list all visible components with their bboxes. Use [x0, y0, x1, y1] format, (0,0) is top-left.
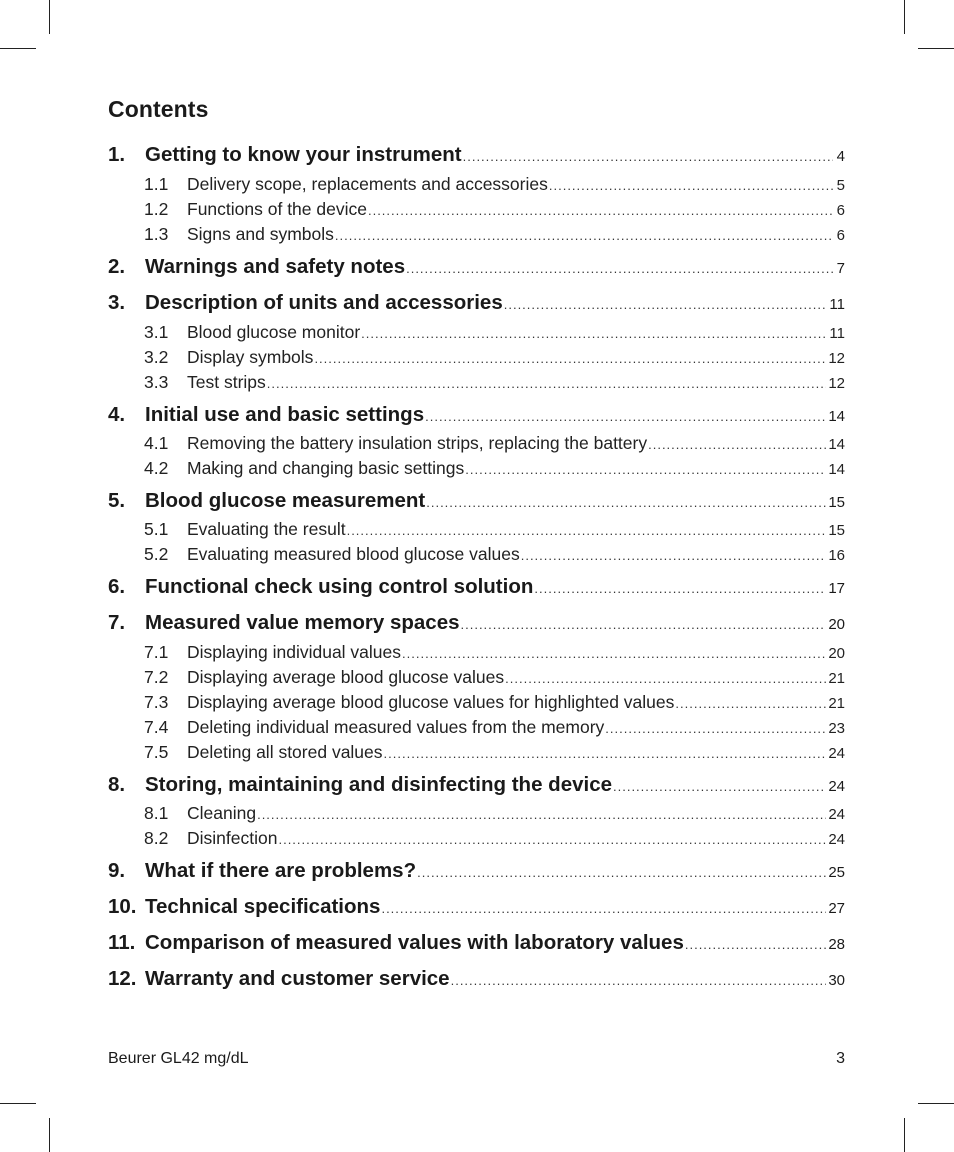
toc-dot-leader [361, 326, 827, 341]
toc-page-number: 11 [829, 296, 845, 313]
toc-label: Initial use and basic settings [145, 403, 425, 426]
toc-label: Displaying average blood glucose values [187, 667, 505, 687]
toc-section [108, 692, 845, 713]
toc-number: 5.2 [144, 544, 169, 564]
toc-number: 11. [108, 931, 136, 954]
toc-label: Description of units and accessories [145, 291, 503, 314]
crop-mark-bottom-left-h [0, 1103, 36, 1104]
toc-dot-leader [425, 409, 826, 424]
toc-dot-leader [675, 696, 826, 711]
toc-section [108, 372, 845, 393]
toc-label: Evaluating measured blood glucose values [187, 544, 520, 564]
toc-label: Warranty and customer service [145, 967, 450, 990]
toc-dot-leader [347, 523, 827, 538]
toc-dot-leader [461, 617, 827, 632]
toc-dot-leader [613, 779, 826, 794]
toc-dot-leader [521, 548, 827, 563]
toc-chapter [108, 611, 845, 635]
toc-chapter [108, 773, 845, 797]
toc-page-number: 15 [828, 494, 845, 511]
toc-page-number: 28 [828, 936, 845, 953]
toc-section [108, 322, 845, 343]
toc-page-number: 21 [828, 695, 845, 712]
toc-number: 3.3 [144, 372, 169, 392]
toc-label: Making and changing basic settings [187, 458, 465, 478]
toc-label: Displaying average blood glucose values for highlighted values [187, 692, 675, 712]
toc-number: 1.2 [144, 199, 169, 219]
toc-dot-leader [381, 901, 826, 916]
toc-number: 5.1 [144, 519, 169, 539]
toc-dot-leader [451, 973, 827, 988]
toc-chapter [108, 575, 845, 599]
toc-dot-leader [465, 462, 826, 477]
toc-dot-leader [384, 746, 827, 761]
toc-page-number: 16 [828, 547, 845, 564]
toc-label: Cleaning [187, 803, 257, 823]
toc-number: 4.2 [144, 458, 169, 478]
toc-page-number: 11 [829, 325, 845, 342]
toc-section [108, 742, 845, 763]
toc-chapter [108, 489, 845, 513]
toc-page-number: 4 [836, 148, 845, 165]
crop-mark-bottom-left [49, 1118, 50, 1152]
toc-page-number: 12 [828, 375, 845, 392]
toc-dot-leader [549, 178, 833, 193]
toc-chapter [108, 291, 845, 315]
toc-page-number: 25 [828, 864, 845, 881]
toc-section [108, 667, 845, 688]
toc-label: Disinfection [187, 828, 278, 848]
toc-number: 3. [108, 291, 126, 314]
toc-page-number: 23 [828, 720, 845, 737]
toc-label: Test strips [187, 372, 266, 392]
toc-number: 12. [108, 967, 137, 990]
toc-number: 8.1 [144, 803, 169, 823]
toc-number: 8. [108, 773, 126, 796]
toc-dot-leader [463, 149, 833, 164]
toc-number: 7. [108, 611, 126, 634]
toc-page-number: 24 [828, 745, 845, 762]
footer-product: Beurer GL42 mg/dL [108, 1050, 249, 1067]
toc-number: 1. [108, 143, 126, 166]
toc-label: Blood glucose measurement [145, 489, 426, 512]
toc-page-number: 12 [828, 350, 845, 367]
toc-dot-leader [505, 671, 826, 686]
footer-page-number: 3 [836, 1050, 845, 1067]
toc-label: What if there are problems? [145, 859, 417, 882]
toc-page-number: 5 [836, 177, 845, 194]
toc-number: 7.5 [144, 742, 169, 762]
toc-dot-leader [335, 228, 833, 243]
toc-page-number: 24 [828, 806, 845, 823]
toc-page-number: 27 [828, 900, 845, 917]
toc-page-number: 14 [828, 436, 845, 453]
toc-page-number: 7 [836, 260, 845, 277]
toc-label: Evaluating the result [187, 519, 346, 539]
toc-chapter [108, 143, 845, 167]
toc-label: Comparison of measured values with laboratory values [145, 931, 684, 954]
toc-dot-leader [406, 261, 833, 276]
toc-dot-leader [368, 203, 833, 218]
toc-label: Blood glucose monitor [187, 322, 361, 342]
toc-chapter [108, 859, 845, 883]
toc-number: 7.4 [144, 717, 169, 737]
toc-label: Measured value memory spaces [145, 611, 460, 634]
toc-number: 1.3 [144, 224, 169, 244]
crop-mark-top-left [49, 0, 50, 34]
toc-page-number: 20 [828, 645, 845, 662]
toc-dot-leader [314, 351, 826, 366]
toc-label: Storing, maintaining and disinfecting the device [145, 773, 612, 796]
toc-page-number: 30 [828, 972, 845, 989]
toc-section [108, 458, 845, 479]
toc-label: Displaying individual values [187, 642, 402, 662]
toc-dot-leader [648, 437, 826, 452]
toc-page-number: 20 [828, 616, 845, 633]
toc-page-number: 24 [828, 778, 845, 795]
toc-number: 2. [108, 255, 126, 278]
toc-number: 5. [108, 489, 126, 512]
toc-page-number: 15 [828, 522, 845, 539]
toc-page-number: 14 [828, 408, 845, 425]
toc-section [108, 642, 845, 663]
toc-chapter [108, 967, 845, 991]
toc-label: Technical specifications [145, 895, 381, 918]
toc-chapter [108, 931, 845, 955]
toc-dot-leader [267, 376, 827, 391]
crop-mark-bottom-right [904, 1118, 905, 1152]
toc-chapter [108, 255, 845, 279]
toc-page-number: 21 [828, 670, 845, 687]
crop-mark-top-left-h [0, 48, 36, 49]
crop-mark-bottom-right-h [918, 1103, 954, 1104]
toc-section [108, 803, 845, 824]
toc-dot-leader [605, 721, 826, 736]
toc-label: Removing the battery insulation strips, replacing the battery [187, 433, 648, 453]
toc-dot-leader [504, 297, 828, 312]
toc-number: 7.3 [144, 692, 169, 712]
toc-dot-leader [426, 495, 826, 510]
toc-section [108, 828, 845, 849]
toc-number: 7.2 [144, 667, 169, 687]
toc-number: 7.1 [144, 642, 169, 662]
toc-number: 4. [108, 403, 126, 426]
toc-section [108, 347, 845, 368]
toc-section [108, 199, 845, 220]
toc-chapter [108, 895, 845, 919]
toc-label: Deleting all stored values [187, 742, 383, 762]
toc-number: 3.1 [144, 322, 169, 342]
toc-label: Functional check using control solution [145, 575, 534, 598]
toc-label: Signs and symbols [187, 224, 334, 244]
toc-dot-leader [417, 865, 826, 880]
toc-page-number: 6 [836, 227, 845, 244]
toc-label: Display symbols [187, 347, 314, 367]
page-title: Contents [108, 96, 209, 122]
toc-number: 3.2 [144, 347, 169, 367]
toc-number: 9. [108, 859, 126, 882]
toc-label: Deleting individual measured values from the memory [187, 717, 605, 737]
toc-page-number: 24 [828, 831, 845, 848]
toc-section [108, 433, 845, 454]
toc-chapter [108, 403, 845, 427]
toc-dot-leader [278, 832, 826, 847]
toc-number: 8.2 [144, 828, 169, 848]
toc-label: Warnings and safety notes [145, 255, 406, 278]
toc-dot-leader [685, 937, 826, 952]
toc-label: Functions of the device [187, 199, 367, 219]
crop-mark-top-right-h [918, 48, 954, 49]
toc-number: 6. [108, 575, 126, 598]
toc-number: 1.1 [144, 174, 169, 194]
toc-dot-leader [534, 581, 826, 596]
toc-dot-leader [257, 807, 826, 822]
toc-label: Getting to know your instrument [145, 143, 462, 166]
toc-page-number: 17 [828, 580, 845, 597]
toc-section [108, 519, 845, 540]
toc-section [108, 224, 845, 245]
toc-number: 4.1 [144, 433, 169, 453]
toc-page-number: 14 [828, 461, 845, 478]
toc-label: Delivery scope, replacements and accessories [187, 174, 548, 194]
crop-mark-top-right [904, 0, 905, 34]
toc-section [108, 717, 845, 738]
toc-section [108, 174, 845, 195]
toc-page-number: 6 [836, 202, 845, 219]
toc-number: 10. [108, 895, 137, 918]
toc-section [108, 544, 845, 565]
toc-dot-leader [402, 646, 826, 661]
